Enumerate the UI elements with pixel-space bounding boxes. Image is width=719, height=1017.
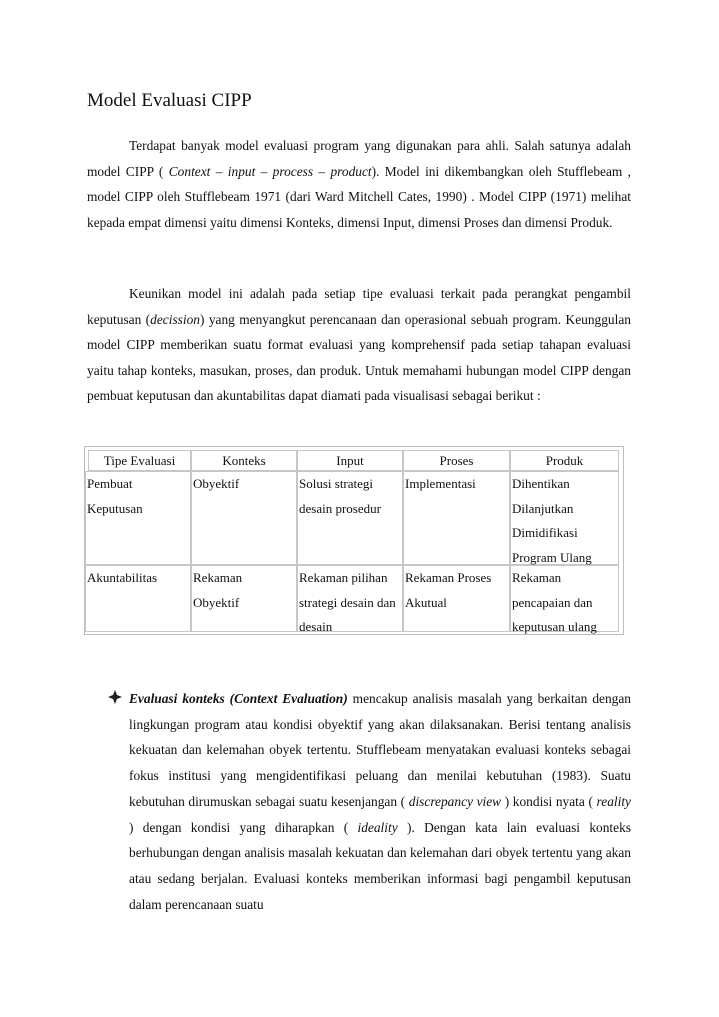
bullet-text-2: ) kondisi nyata (	[501, 793, 597, 809]
table-cell-produk-1	[510, 471, 619, 565]
paragraph-keunikan-italic: decission	[150, 311, 200, 327]
cell-text: Rekaman pilihan strategi desain dan desain	[299, 570, 396, 634]
table-header-proses: Proses	[403, 450, 510, 471]
table-cell-type-1	[85, 471, 191, 565]
table-cell-konteks-1: Obyektif	[191, 471, 297, 565]
bullet-text-3: ) dengan kondisi yang diharapkan (	[129, 819, 358, 835]
diamond-bullet-icon	[108, 690, 122, 704]
cell-text: Rekaman pencapaian dan keputusan ulang	[512, 570, 597, 634]
cipp-table	[84, 446, 624, 635]
table-header-konteks: Konteks	[191, 450, 297, 471]
cell-text: Rekaman Obyektif	[193, 570, 243, 610]
table-header-produk: Produk	[510, 450, 619, 471]
paragraph-keunikan	[87, 281, 631, 409]
table-cell-proses-2	[403, 565, 510, 632]
paragraph-intro-italic: Context – input – process – product	[168, 163, 372, 179]
table-cell-konteks-2	[191, 565, 297, 632]
paragraph-intro	[87, 133, 631, 235]
bullet-text-4: ). Dengan kata lain evaluasi konteks berhubungan dengan analisis masalah kekuatan dan kelemahan dari obyek tertentu yang akan atau sedang berjalan. Evaluasi konteks memberikan informasi bagi pengambil keputusan dalam perencanaan suatu	[129, 819, 631, 912]
table-cell-produk-2	[510, 565, 619, 632]
paragraph-intro-text-2: ). Model ini dikembangkan oleh Stufflebeam , model CIPP oleh Stufflebeam 1971 (dari Ward Mitchell Cates, 1990) . Model CIPP (1971) melihat kepada empat dimensi yaitu dimensi Konteks, dimensi Input, dimensi Proses dan dimensi Produk.	[87, 163, 632, 230]
table-cell-type-2: Akuntabilitas	[85, 565, 191, 632]
page-title: Model Evaluasi CIPP	[87, 90, 252, 111]
bullet-italic-ideality: ideality	[357, 819, 398, 835]
cell-text: Dihentikan Dilanjutkan Dimidifikasi Program Ulang	[512, 476, 592, 565]
bullet-italic-discrepancy: discrepancy view	[408, 793, 502, 809]
table-cell-input-1	[297, 471, 403, 565]
paragraph-intro-text-1: Terdapat banyak model evaluasi program yang digunakan para ahli. Salah satunya adalah model CIPP (	[87, 138, 631, 179]
cell-text: Pembuat Keputusan	[87, 476, 143, 516]
cell-text: Rekaman Proses Akutual	[405, 570, 492, 610]
paragraph-keunikan-text-2: ) yang menyangkut perencanaan dan operasional sebuah program. Keunggulan model CIPP memberikan suatu format evaluasi yang komprehensif pada setiap tahapan evaluasi yaitu tahap konteks, masukan, proses, dan produk. Untuk memahami hubungan model CIPP dengan pembuat keputusan dan akuntabilitas dapat diamati pada visualisasi sebagai berikut :	[87, 311, 631, 404]
table-cell-proses-1: Implementasi	[403, 471, 510, 565]
cell-text: Solusi strategi desain prosedur	[299, 476, 381, 516]
bullet-heading: Evaluasi konteks (Context Evaluation)	[129, 691, 348, 706]
table-cell-input-2	[297, 565, 403, 632]
bullet-italic-reality: reality	[596, 793, 631, 809]
table-header-input: Input	[297, 450, 403, 471]
table-header-tipe: Tipe Evaluasi	[88, 450, 191, 471]
bullet-paragraph	[129, 686, 631, 917]
paragraph-keunikan-text-1: Keunikan model ini adalah pada setiap tipe evaluasi terkait pada perangkat pengambil keputusan (	[87, 286, 631, 327]
bullet-text-1: mencakup analisis masalah yang berkaitan dengan lingkungan program atau kondisi obyektif yang akan dilaksanakan. Berisi tentang analisis kekuatan dan kelemahan obyek tertentu. Stufflebeam menyatakan evaluasi konteks sebagai fokus institusi yang mengidentifikasi peluang dan menilai kebutuhan (1983). Suatu kebutuhan dirumuskan sebagai suatu kesenjangan (	[129, 691, 631, 809]
